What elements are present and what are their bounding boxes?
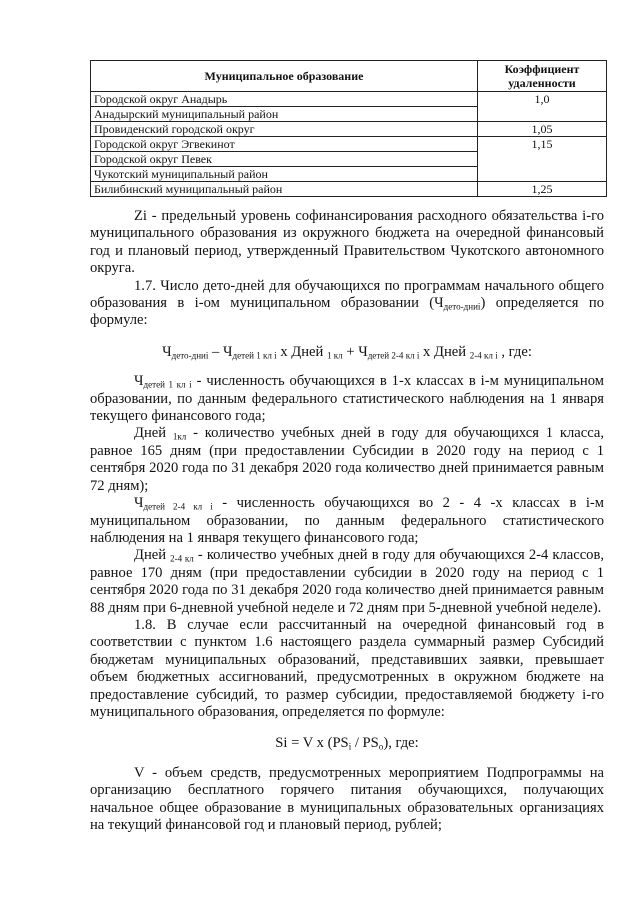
header-municipality: Муниципальное образование [91, 61, 478, 92]
table-row [91, 137, 607, 152]
f2-b: / PS [351, 735, 379, 752]
table-row [91, 92, 607, 107]
municipality-cell: Городской округ Анадырь [91, 92, 478, 107]
f1-sub-dd: дето-дниi [171, 350, 209, 361]
f1-ch3: Ч [358, 343, 368, 360]
definition-days-grade1 [90, 425, 604, 495]
zi-definition: Zi - предельный уровень софинансирования расходного обязательства i-го муниципального образования из окружного бюджета на очередной финансовый год и плановый период, утвержденный Правительством Чукотского автономного округа. [90, 208, 604, 277]
f1-ch: Ч [162, 343, 172, 360]
document-body [90, 208, 604, 834]
d2-subscript: 1кл [172, 431, 187, 442]
f2-a: Si = V x (PS [275, 735, 349, 752]
f1-tail: , где: [497, 343, 532, 360]
p17-end: ) определяется по формуле: [90, 295, 604, 329]
header-coefficient: Коэффициент удаленности [478, 61, 607, 92]
definition-days-grade2-4 [90, 547, 604, 617]
d3-symbol: Ч [134, 495, 144, 512]
municipality-cell: Анадырский муниципальный район [91, 107, 478, 122]
formula-subsidy [90, 735, 604, 752]
remoteness-coefficient-table [90, 60, 607, 197]
f1-plus: + [342, 343, 359, 360]
d3-text: - численность обучающихся во 2 - 4 -х классах в i-м муниципальном образовании, по данным федерального статистического наблюдения на 1 января текущего финансового года; [90, 495, 604, 546]
d4-text: - количество учебных дней в году для обучающихся 2-4 классов, равное 170 дням (при предоставлении субсидии в 2020 году на период с 1 сентября 2020 года по 31 декабря 2020 года количество дней принимается равным 88 дням при 6-дневной учебной неделе и 72 дням при 5-дневной учебной неделе). [90, 547, 605, 616]
f1-sub-d1: 1 кл [326, 350, 343, 361]
coefficient-cell: 1,05 [478, 122, 607, 137]
municipality-cell: Билибинский муниципальный район [91, 182, 478, 197]
d2-word: Дней [134, 425, 173, 442]
table-row [91, 182, 607, 197]
paragraph-1-7 [90, 278, 604, 330]
municipality-cell: Городской округ Эгвекинот [91, 137, 478, 152]
coefficient-table-section [90, 60, 607, 197]
f1-sub-1: детей 1 кл i [232, 350, 277, 361]
f1-eq: – [208, 343, 223, 360]
table-row [91, 122, 607, 137]
f1-x2: x Дней [419, 343, 470, 360]
p17-subscript: дето-дниi [443, 301, 481, 312]
f1-ch2: Ч [223, 343, 233, 360]
d3-subscript: детей 2-4 кл i [143, 501, 213, 512]
f1-sub-24: детей 2-4 кл i [367, 350, 420, 361]
d1-subscript: детей 1 кл i [143, 379, 192, 390]
d4-word: Дней [134, 547, 171, 564]
definition-children-grade1 [90, 373, 604, 425]
f1-sub-d24: 2-4 кл i [469, 350, 498, 361]
f2-sub-i: i [348, 741, 352, 752]
d1-symbol: Ч [134, 373, 144, 390]
coefficient-cell: 1,15 [478, 137, 607, 182]
coefficient-cell: 1,25 [478, 182, 607, 197]
municipality-cell: Чукотский муниципальный район [91, 167, 478, 182]
municipality-cell: Провиденский городской округ [91, 122, 478, 137]
v-definition: V - объем средств, предусмотренных мероприятием Подпрограммы на организацию бесплатного горячего питания обучающихся, получающих начальное общее образование в муниципальных образовательных организациях на текущий финансовой год и плановый период, рублей; [90, 764, 604, 833]
p17-symbol: Ч [434, 295, 444, 312]
f1-x1: x Дней [276, 343, 327, 360]
paragraph-1-8: 1.8. В случае если рассчитанный на очередной финансовый год в соответствии с пунктом 1.6 настоящего раздела суммарный размер Субсидий бюджетам муниципальных образований, представивших заявки, превышает объем бюджетных ассигнований, предусмотренных в окружном бюджете на предоставление субсидий, то размер субсидии, предоставляемой бюджету i-го муниципального образования, определяется по формуле: [90, 616, 604, 720]
definition-children-grade2-4 [90, 495, 604, 547]
coefficient-cell: 1,0 [478, 92, 607, 122]
p17-text: 1.7. Число дето-дней для обучающихся по программам начального общего образования в i-ом муниципальном образовании ( [90, 277, 604, 312]
d4-subscript: 2-4 кл [170, 553, 194, 564]
formula-child-days [90, 344, 604, 361]
d2-text: - количество учебных дней в году для обучающихся 1 класса, равное 165 дням (при предоставлении Субсидии в 2020 году на период с 1 сентября 2020 года по 31 декабря 2020 года количество дней принимается равным 72 дням); [90, 425, 604, 494]
f2-c: ), где: [383, 735, 419, 752]
municipality-cell: Городской округ Певек [91, 152, 478, 167]
table-header-row [91, 61, 607, 92]
d1-text: - численность обучающихся в 1-х классах в i-м муниципальном образовании, по данным федерального статистического наблюдения на 1 января текущего финансового года; [90, 373, 604, 425]
f2-sub-o: o [378, 741, 384, 752]
